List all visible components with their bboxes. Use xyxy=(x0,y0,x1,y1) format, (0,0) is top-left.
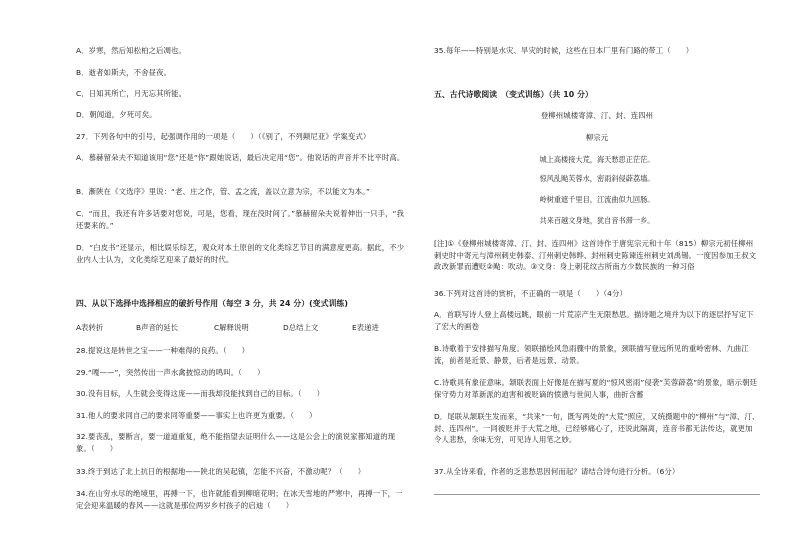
question-32: 32.要丧乱，要断言，要一道道重复，绝不能指望去证明什么——这是公会上的演说家都知道的现象。（ ） xyxy=(76,432,396,453)
q36-option-c: C.诗歌具有象征意味。颔联表面上好像是在描写夏的“惊风密雨”侵袭“芙蓉薜荔”的景象，暗示朝廷保守势力对革新派的迫害和被贬谪的愤懑与世间人事，曲折含蓄 xyxy=(434,378,758,399)
poem-line-1: 城上高楼接大荒，海天愁思正茫茫。 xyxy=(539,155,655,164)
choice-e: E表递进 xyxy=(352,323,379,332)
question-35: 35.每年——特别是水灾、旱灾的时候，这些在日本厂里有门路的带工（ ） xyxy=(434,46,694,55)
q36-option-b: B.诗歌着于安排描写角度。领联描绘风急雨骤中的景象，颈联描写登远所见的重岭密林、九曲江流，前者是近景、静景，后者是远景、动景。 xyxy=(434,344,749,365)
poem-note: [注]①《登柳州城楼寄漳、汀、封、连四州》这首诗作于唐宪宗元和十年（815）柳宗元初任柳州刺史时中寄元与漳州刺史韩泰、汀州刺史韩晔、封州刺史陈谏连州刺史刘禹锡。一度因参加王叔文政改新罪而遭贬②飐：吹动。③文身：身上刺花纹古所南方少数民族的一种习俗 xyxy=(434,239,757,271)
choice-c: C解释说明 xyxy=(214,323,249,332)
option-a: A．岁寒，然后知松柏之后凋也。 xyxy=(76,46,187,55)
poem-title: 登柳州城楼寄漳、汀、封、连四州 xyxy=(540,111,654,120)
q36-option-a: A．首联写诗人登上高楼远眺，眼前一片荒凉产生无限愁思。描诗题之境并为以下的逐层抒写定下了宏大的画卷 xyxy=(434,310,754,331)
choice-b: B声音的延长 xyxy=(136,323,179,332)
option-b: B．逝者如斯夫，不舍昼夜。 xyxy=(76,68,172,77)
question-36-stem: 36.下列对这首诗的赏析，不正确的一项是（ ）（4分） xyxy=(434,289,627,298)
q27-option-d: D．“白皮书”还显示，相比娱乐综艺，观众对本土原创的文化类综艺节目的满意度更高。据此，不少业内人士认为，文化类综艺迎来了最好的时代。 xyxy=(76,243,405,264)
question-33: 33.终于到达了北上抗日的根据地——陕北的吴起镇，怎能不兴奋，不激动呢？（ ） xyxy=(76,467,366,476)
question-34: 34.在山穷水尽的绝境里，再搏一下，也许就能看到柳暗花明；在冰天雪地的严寒中，再搏一下，一定会迎来温暖的春风——这就是那位两岁乡村孩子的启迪（ ） xyxy=(76,489,403,510)
poem-line-3: 岭树重遮千里目，江流曲似九回肠。 xyxy=(539,195,655,204)
option-d: D．朝闻道，夕死可矣。 xyxy=(76,110,157,119)
poem-author: 柳宗元 xyxy=(585,133,609,142)
q27-option-b: B．漸陕在《文选序》里说：“老、庄之作，管、孟之流，盖以立意为宗，不以能文为本。” xyxy=(76,187,370,196)
question-37: 37.从全诗来看，作者的乏悲愁思因何而起？请结合诗句进行分析。（6分） xyxy=(434,467,680,476)
section-5-title: 五、古代诗歌阅读 （变式训练）（共 10 分） xyxy=(434,90,593,99)
poem-line-2: 惊风乱飐芙蓉水，密雨斜侵薜荔墙。 xyxy=(539,174,655,183)
choice-a: A表转折 xyxy=(76,323,104,332)
answer-line xyxy=(434,494,760,495)
q27-option-c: C．“而且，我还有许多话要对您说，可是，您看，现在没时间了。”慕赫留朵夫说着伸出一只手，“我还要来的。” xyxy=(76,209,404,230)
option-c: C．日知其所亡，月无忘其所能。 xyxy=(76,89,187,98)
q27-option-a: A．慕赫留朵夫不知道该用“您”还是“你”跟她说话，最后决定用“您”。他说话的声音并不比平时高。 xyxy=(76,153,405,162)
poem-line-4: 共来百越文身地，犹自音书滞一乡。 xyxy=(539,216,655,225)
question-27-stem: 27．下列各句中的引号，起强调作用的一项是（ ）（《别了，不列颠尼亚》学案变式） xyxy=(76,132,371,141)
choice-d: D总结上文 xyxy=(283,323,319,332)
question-29: 29.“嘎——”，突然传出一声水禽披惊动的鸣叫。（ ） xyxy=(76,368,265,377)
q36-option-d: D．尾联从颔联生发而来，“共来”一句，既写两处的“大荒”照应，又统摄题中的“柳州”与“漳、汀、封、连四州”。一同被贬并于大荒之地，已经够痛心了，还说此隔离，连音书都无法传达，就更加令人悲愁，余味无穷，可见诗人用笔之妙。 xyxy=(434,412,760,444)
question-30: 30.没有目标，人生就会变得这庞——而我却没能找到自己的目标。（ ） xyxy=(76,389,325,398)
question-28: 28.提说这是转世之宝——一种难得的良药。（ ） xyxy=(76,346,250,355)
question-31: 31.他人的要求同自己的要求同等重要——事实上也许更为重要。（ ） xyxy=(76,411,317,420)
section-4-title: 四、从以下选择中选择相应的破折号作用（每空 3 分，共 24 分）(变式训练) xyxy=(76,299,349,308)
